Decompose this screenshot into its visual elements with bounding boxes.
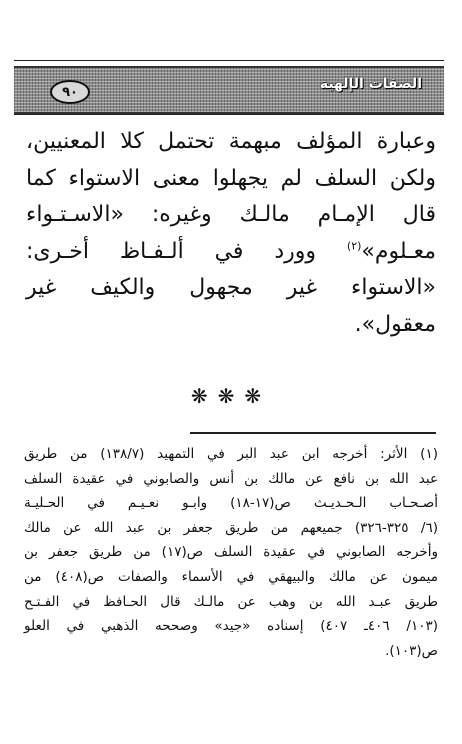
section-separator: ❋❋❋ <box>190 384 272 408</box>
body-line: ولكن السلف لم يجهلوا معنى الاستواء كما <box>26 165 436 191</box>
body-line <box>26 234 436 271</box>
footnote-line: ص(١٠٣). <box>385 642 438 659</box>
running-header-title: الصفات الإلهية <box>319 76 422 92</box>
footnote-line: طريق عبـد الله بن وهب عن مالـك قال الحـافظ في الفـتـح <box>24 593 438 610</box>
footnote-reference: (٢) <box>346 239 362 253</box>
footnote-divider <box>190 432 436 434</box>
footnote-line: أصـحـاب الـحـديـث ص(١٧-١٨) وابـو نعـيـم في الحـليـة <box>24 495 438 512</box>
footnote-line: وأخرجه الصابوني في عقيدة السلف ص(١٧) من طريق جعفر بن <box>24 544 438 561</box>
body-line-part: وورد في ألـفـاظ أخـرى: <box>26 238 316 264</box>
footnote-line: ميمون عن مالك والبيهقي في الأسماء والصفات ص(٤٠٨) من <box>24 568 438 585</box>
footnote-line: (١) الأثر: أخرجه ابن عبد البر في التمهيد (١٣٨/٧) من طريق <box>24 446 438 462</box>
running-header <box>14 66 444 114</box>
footnote-line: (٦/ ٣٢٥-٣٢٦) جميعهم من طريق جعفر بن عبد الله عن مالك <box>24 519 439 536</box>
header-bottom-rule <box>14 114 444 115</box>
main-body-text <box>26 124 436 343</box>
header-top-rule <box>14 60 444 61</box>
page-number: ٩٠ <box>50 80 90 104</box>
body-line: قال الإمـام مالـك وغيره: «الاسـتـواء <box>26 202 436 227</box>
footnote-line: عبد الله بن نافع عن مالك بن أنس والصابوني في عقيدة السلف <box>24 470 438 487</box>
body-line-part: معـلوم» <box>361 238 436 264</box>
footnote-line: (١٠٣/ ٤٠٦ـ ٤٠٧) إسناده «جيد» وصححه الذهبي في العلو <box>24 618 438 635</box>
body-line: معقول». <box>354 311 436 337</box>
footnote-block <box>24 442 438 663</box>
body-line: «الاستواء غير مجهول والكيف غير <box>26 275 436 300</box>
body-line: وعبارة المؤلف مبهمة تحتمل كلا المعنيين، <box>26 129 436 154</box>
